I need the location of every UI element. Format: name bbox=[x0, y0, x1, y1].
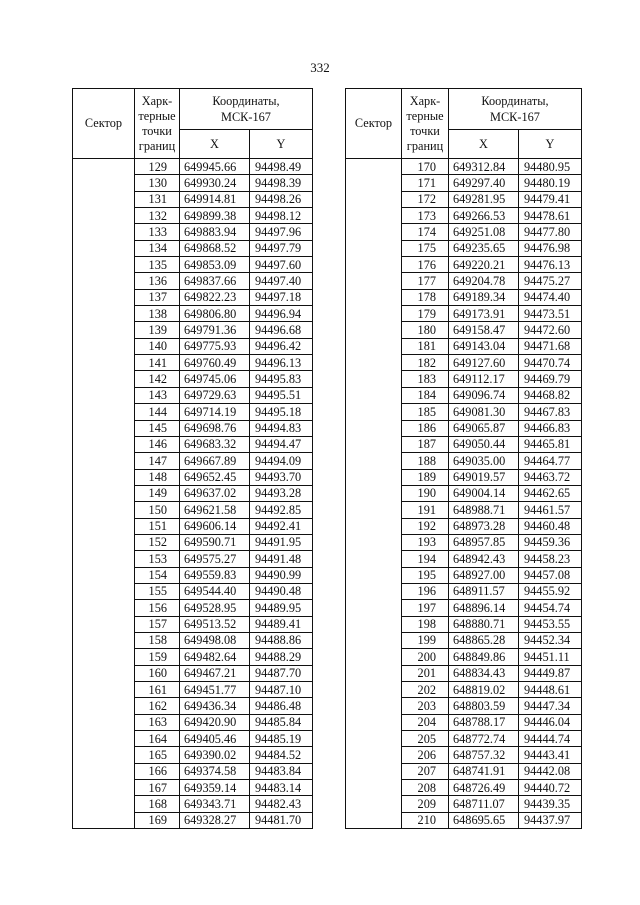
point-number-cell: 171 bbox=[402, 175, 449, 191]
y-coordinate-cell: 94487.10 bbox=[250, 682, 313, 698]
point-number-cell: 194 bbox=[402, 551, 449, 567]
point-number-cell: 138 bbox=[135, 306, 180, 322]
point-number-cell: 163 bbox=[135, 714, 180, 730]
y-coordinate-cell: 94464.77 bbox=[519, 453, 582, 469]
y-coordinate-cell: 94447.34 bbox=[519, 698, 582, 714]
sector-header: Сектор bbox=[73, 89, 135, 159]
y-coordinate-cell: 94460.48 bbox=[519, 518, 582, 534]
y-coordinate-cell: 94496.94 bbox=[250, 306, 313, 322]
y-coordinate-cell: 94454.74 bbox=[519, 600, 582, 616]
point-number-cell: 175 bbox=[402, 240, 449, 256]
x-coordinate-cell: 649667.89 bbox=[180, 453, 250, 469]
x-coordinate-cell: 649590.71 bbox=[180, 534, 250, 550]
point-number-cell: 169 bbox=[135, 812, 180, 828]
y-coordinate-cell: 94483.14 bbox=[250, 780, 313, 796]
x-coordinate-cell: 648911.57 bbox=[449, 583, 519, 599]
point-number-cell: 133 bbox=[135, 224, 180, 240]
x-coordinate-cell: 648726.49 bbox=[449, 780, 519, 796]
point-number-cell: 188 bbox=[402, 453, 449, 469]
x-coordinate-cell: 649096.74 bbox=[449, 387, 519, 403]
x-coordinate-cell: 649775.93 bbox=[180, 338, 250, 354]
x-coordinate-cell: 649528.95 bbox=[180, 600, 250, 616]
x-coordinate-cell: 648896.14 bbox=[449, 600, 519, 616]
x-coordinate-cell: 648942.43 bbox=[449, 551, 519, 567]
y-coordinate-cell: 94465.81 bbox=[519, 436, 582, 452]
point-number-cell: 158 bbox=[135, 632, 180, 648]
y-coordinate-cell: 94481.70 bbox=[250, 812, 313, 828]
sector-cell bbox=[73, 159, 135, 829]
y-coordinate-cell: 94476.98 bbox=[519, 240, 582, 256]
x-coordinate-cell: 648849.86 bbox=[449, 649, 519, 665]
x-coordinate-cell: 649883.94 bbox=[180, 224, 250, 240]
point-number-cell: 147 bbox=[135, 453, 180, 469]
x-coordinate-cell: 649698.76 bbox=[180, 420, 250, 436]
point-number-cell: 174 bbox=[402, 224, 449, 240]
x-coordinate-cell: 648927.00 bbox=[449, 567, 519, 583]
x-coordinate-cell: 649791.36 bbox=[180, 322, 250, 338]
point-number-cell: 210 bbox=[402, 812, 449, 828]
x-coordinate-cell: 649451.77 bbox=[180, 682, 250, 698]
y-coordinate-cell: 94453.55 bbox=[519, 616, 582, 632]
point-number-cell: 170 bbox=[402, 159, 449, 175]
y-coordinate-cell: 94497.60 bbox=[250, 257, 313, 273]
x-coordinate-cell: 649065.87 bbox=[449, 420, 519, 436]
x-coordinate-cell: 648803.59 bbox=[449, 698, 519, 714]
y-coordinate-cell: 94484.52 bbox=[250, 747, 313, 763]
y-coordinate-cell: 94461.57 bbox=[519, 502, 582, 518]
point-number-cell: 193 bbox=[402, 534, 449, 550]
y-coordinate-cell: 94496.42 bbox=[250, 338, 313, 354]
point-number-cell: 191 bbox=[402, 502, 449, 518]
y-coordinate-cell: 94452.34 bbox=[519, 632, 582, 648]
point-number-cell: 181 bbox=[402, 338, 449, 354]
y-coordinate-cell: 94462.65 bbox=[519, 485, 582, 501]
point-number-cell: 177 bbox=[402, 273, 449, 289]
x-coordinate-cell: 649729.63 bbox=[180, 387, 250, 403]
y-coordinate-cell: 94490.99 bbox=[250, 567, 313, 583]
y-coordinate-cell: 94490.48 bbox=[250, 583, 313, 599]
x-coordinate-cell: 649173.91 bbox=[449, 306, 519, 322]
y-header: Y bbox=[519, 130, 582, 159]
x-coordinate-cell: 648988.71 bbox=[449, 502, 519, 518]
point-number-cell: 145 bbox=[135, 420, 180, 436]
y-coordinate-cell: 94494.47 bbox=[250, 436, 313, 452]
y-coordinate-cell: 94498.49 bbox=[250, 159, 313, 175]
y-coordinate-cell: 94488.86 bbox=[250, 632, 313, 648]
table-body-left bbox=[73, 159, 313, 829]
point-number-cell: 204 bbox=[402, 714, 449, 730]
point-number-cell: 178 bbox=[402, 289, 449, 305]
x-coordinate-cell: 649498.08 bbox=[180, 632, 250, 648]
coordinates-header: Координаты, МСК-167 bbox=[449, 89, 582, 130]
x-coordinate-cell: 649914.81 bbox=[180, 191, 250, 207]
coordinates-table-right bbox=[345, 88, 582, 829]
x-coordinate-cell: 648834.43 bbox=[449, 665, 519, 681]
y-coordinate-cell: 94495.18 bbox=[250, 404, 313, 420]
point-number-cell: 148 bbox=[135, 469, 180, 485]
y-coordinate-cell: 94468.82 bbox=[519, 387, 582, 403]
point-number-cell: 166 bbox=[135, 763, 180, 779]
y-coordinate-cell: 94497.40 bbox=[250, 273, 313, 289]
y-coordinate-cell: 94495.83 bbox=[250, 371, 313, 387]
x-coordinate-cell: 649405.46 bbox=[180, 731, 250, 747]
x-coordinate-cell: 649559.83 bbox=[180, 567, 250, 583]
point-number-cell: 139 bbox=[135, 322, 180, 338]
point-number-cell: 143 bbox=[135, 387, 180, 403]
y-coordinate-cell: 94470.74 bbox=[519, 355, 582, 371]
y-coordinate-cell: 94488.29 bbox=[250, 649, 313, 665]
y-header: Y bbox=[250, 130, 313, 159]
x-coordinate-cell: 649899.38 bbox=[180, 208, 250, 224]
sector-header: Сектор bbox=[346, 89, 402, 159]
x-coordinate-cell: 649127.60 bbox=[449, 355, 519, 371]
x-coordinate-cell: 648880.71 bbox=[449, 616, 519, 632]
y-coordinate-cell: 94498.12 bbox=[250, 208, 313, 224]
y-coordinate-cell: 94469.79 bbox=[519, 371, 582, 387]
x-coordinate-cell: 649575.27 bbox=[180, 551, 250, 567]
y-coordinate-cell: 94491.95 bbox=[250, 534, 313, 550]
point-number-cell: 156 bbox=[135, 600, 180, 616]
point-number-cell: 192 bbox=[402, 518, 449, 534]
point-number-cell: 176 bbox=[402, 257, 449, 273]
x-coordinate-cell: 649081.30 bbox=[449, 404, 519, 420]
point-number-cell: 208 bbox=[402, 780, 449, 796]
x-coordinate-cell: 649328.27 bbox=[180, 812, 250, 828]
point-number-cell: 129 bbox=[135, 159, 180, 175]
point-number-cell: 135 bbox=[135, 257, 180, 273]
x-coordinate-cell: 649281.95 bbox=[449, 191, 519, 207]
y-coordinate-cell: 94458.23 bbox=[519, 551, 582, 567]
x-coordinate-cell: 649343.71 bbox=[180, 796, 250, 812]
x-coordinate-cell: 648819.02 bbox=[449, 682, 519, 698]
y-coordinate-cell: 94439.35 bbox=[519, 796, 582, 812]
page-number: 332 bbox=[310, 60, 330, 75]
y-coordinate-cell: 94479.41 bbox=[519, 191, 582, 207]
point-number-cell: 202 bbox=[402, 682, 449, 698]
point-number-cell: 187 bbox=[402, 436, 449, 452]
y-coordinate-cell: 94485.19 bbox=[250, 731, 313, 747]
point-number-cell: 179 bbox=[402, 306, 449, 322]
coordinates-table-left bbox=[72, 88, 313, 829]
point-number-cell: 155 bbox=[135, 583, 180, 599]
point-number-cell: 141 bbox=[135, 355, 180, 371]
point-number-cell: 150 bbox=[135, 502, 180, 518]
point-number-cell: 165 bbox=[135, 747, 180, 763]
y-coordinate-cell: 94494.09 bbox=[250, 453, 313, 469]
y-coordinate-cell: 94485.84 bbox=[250, 714, 313, 730]
point-number-cell: 189 bbox=[402, 469, 449, 485]
point-number-cell: 183 bbox=[402, 371, 449, 387]
point-number-cell: 167 bbox=[135, 780, 180, 796]
y-coordinate-cell: 94477.80 bbox=[519, 224, 582, 240]
x-coordinate-cell: 649637.02 bbox=[180, 485, 250, 501]
x-coordinate-cell: 649035.00 bbox=[449, 453, 519, 469]
x-coordinate-cell: 649143.04 bbox=[449, 338, 519, 354]
y-coordinate-cell: 94493.28 bbox=[250, 485, 313, 501]
y-coordinate-cell: 94457.08 bbox=[519, 567, 582, 583]
table-row bbox=[346, 159, 582, 175]
points-header: Харк- терные точки границ bbox=[135, 89, 180, 159]
point-number-cell: 180 bbox=[402, 322, 449, 338]
x-coordinate-cell: 648711.07 bbox=[449, 796, 519, 812]
point-number-cell: 153 bbox=[135, 551, 180, 567]
y-coordinate-cell: 94478.61 bbox=[519, 208, 582, 224]
point-number-cell: 207 bbox=[402, 763, 449, 779]
point-number-cell: 130 bbox=[135, 175, 180, 191]
point-number-cell: 131 bbox=[135, 191, 180, 207]
y-coordinate-cell: 94496.68 bbox=[250, 322, 313, 338]
y-coordinate-cell: 94489.95 bbox=[250, 600, 313, 616]
y-coordinate-cell: 94467.83 bbox=[519, 404, 582, 420]
point-number-cell: 206 bbox=[402, 747, 449, 763]
x-coordinate-cell: 649374.58 bbox=[180, 763, 250, 779]
y-coordinate-cell: 94497.96 bbox=[250, 224, 313, 240]
point-number-cell: 136 bbox=[135, 273, 180, 289]
y-coordinate-cell: 94466.83 bbox=[519, 420, 582, 436]
y-coordinate-cell: 94483.84 bbox=[250, 763, 313, 779]
point-number-cell: 134 bbox=[135, 240, 180, 256]
y-coordinate-cell: 94463.72 bbox=[519, 469, 582, 485]
x-coordinate-cell: 649297.40 bbox=[449, 175, 519, 191]
y-coordinate-cell: 94451.11 bbox=[519, 649, 582, 665]
x-coordinate-cell: 649019.57 bbox=[449, 469, 519, 485]
x-coordinate-cell: 649189.34 bbox=[449, 289, 519, 305]
point-number-cell: 200 bbox=[402, 649, 449, 665]
point-number-cell: 185 bbox=[402, 404, 449, 420]
y-coordinate-cell: 94498.39 bbox=[250, 175, 313, 191]
point-number-cell: 198 bbox=[402, 616, 449, 632]
point-number-cell: 172 bbox=[402, 191, 449, 207]
y-coordinate-cell: 94442.08 bbox=[519, 763, 582, 779]
x-coordinate-cell: 649683.32 bbox=[180, 436, 250, 452]
x-coordinate-cell: 649760.49 bbox=[180, 355, 250, 371]
point-number-cell: 132 bbox=[135, 208, 180, 224]
y-coordinate-cell: 94492.85 bbox=[250, 502, 313, 518]
y-coordinate-cell: 94474.40 bbox=[519, 289, 582, 305]
y-coordinate-cell: 94448.61 bbox=[519, 682, 582, 698]
point-number-cell: 199 bbox=[402, 632, 449, 648]
y-coordinate-cell: 94491.48 bbox=[250, 551, 313, 567]
x-coordinate-cell: 649359.14 bbox=[180, 780, 250, 796]
x-coordinate-cell: 648695.65 bbox=[449, 812, 519, 828]
sector-cell bbox=[346, 159, 402, 829]
x-coordinate-cell: 649652.45 bbox=[180, 469, 250, 485]
point-number-cell: 201 bbox=[402, 665, 449, 681]
point-number-cell: 209 bbox=[402, 796, 449, 812]
point-number-cell: 205 bbox=[402, 731, 449, 747]
table-row bbox=[73, 159, 313, 175]
x-coordinate-cell: 649158.47 bbox=[449, 322, 519, 338]
x-coordinate-cell: 648741.91 bbox=[449, 763, 519, 779]
table-body-right bbox=[346, 159, 582, 829]
x-coordinate-cell: 649853.09 bbox=[180, 257, 250, 273]
y-coordinate-cell: 94475.27 bbox=[519, 273, 582, 289]
y-coordinate-cell: 94449.87 bbox=[519, 665, 582, 681]
point-number-cell: 142 bbox=[135, 371, 180, 387]
point-number-cell: 173 bbox=[402, 208, 449, 224]
point-number-cell: 186 bbox=[402, 420, 449, 436]
x-header: X bbox=[449, 130, 519, 159]
point-number-cell: 203 bbox=[402, 698, 449, 714]
y-coordinate-cell: 94437.97 bbox=[519, 812, 582, 828]
point-number-cell: 195 bbox=[402, 567, 449, 583]
points-header: Харк- терные точки границ bbox=[402, 89, 449, 159]
x-coordinate-cell: 649390.02 bbox=[180, 747, 250, 763]
y-coordinate-cell: 94495.51 bbox=[250, 387, 313, 403]
y-coordinate-cell: 94480.19 bbox=[519, 175, 582, 191]
point-number-cell: 137 bbox=[135, 289, 180, 305]
point-number-cell: 168 bbox=[135, 796, 180, 812]
x-coordinate-cell: 648757.32 bbox=[449, 747, 519, 763]
y-coordinate-cell: 94497.18 bbox=[250, 289, 313, 305]
point-number-cell: 151 bbox=[135, 518, 180, 534]
y-coordinate-cell: 94455.92 bbox=[519, 583, 582, 599]
y-coordinate-cell: 94443.41 bbox=[519, 747, 582, 763]
x-coordinate-cell: 649745.06 bbox=[180, 371, 250, 387]
point-number-cell: 159 bbox=[135, 649, 180, 665]
y-coordinate-cell: 94446.04 bbox=[519, 714, 582, 730]
point-number-cell: 164 bbox=[135, 731, 180, 747]
y-coordinate-cell: 94498.26 bbox=[250, 191, 313, 207]
x-coordinate-cell: 649606.14 bbox=[180, 518, 250, 534]
x-coordinate-cell: 649204.78 bbox=[449, 273, 519, 289]
x-coordinate-cell: 649945.66 bbox=[180, 159, 250, 175]
point-number-cell: 160 bbox=[135, 665, 180, 681]
point-number-cell: 161 bbox=[135, 682, 180, 698]
y-coordinate-cell: 94494.83 bbox=[250, 420, 313, 436]
x-coordinate-cell: 649544.40 bbox=[180, 583, 250, 599]
x-coordinate-cell: 648973.28 bbox=[449, 518, 519, 534]
coordinates-header: Координаты, МСК-167 bbox=[180, 89, 313, 130]
point-number-cell: 196 bbox=[402, 583, 449, 599]
x-coordinate-cell: 649235.65 bbox=[449, 240, 519, 256]
x-coordinate-cell: 649312.84 bbox=[449, 159, 519, 175]
point-number-cell: 190 bbox=[402, 485, 449, 501]
x-coordinate-cell: 648865.28 bbox=[449, 632, 519, 648]
point-number-cell: 157 bbox=[135, 616, 180, 632]
point-number-cell: 149 bbox=[135, 485, 180, 501]
x-coordinate-cell: 649112.17 bbox=[449, 371, 519, 387]
y-coordinate-cell: 94489.41 bbox=[250, 616, 313, 632]
y-coordinate-cell: 94476.13 bbox=[519, 257, 582, 273]
y-coordinate-cell: 94440.72 bbox=[519, 780, 582, 796]
point-number-cell: 152 bbox=[135, 534, 180, 550]
x-coordinate-cell: 649420.90 bbox=[180, 714, 250, 730]
point-number-cell: 182 bbox=[402, 355, 449, 371]
x-coordinate-cell: 649837.66 bbox=[180, 273, 250, 289]
y-coordinate-cell: 94486.48 bbox=[250, 698, 313, 714]
x-coordinate-cell: 649050.44 bbox=[449, 436, 519, 452]
x-coordinate-cell: 649436.34 bbox=[180, 698, 250, 714]
y-coordinate-cell: 94497.79 bbox=[250, 240, 313, 256]
x-coordinate-cell: 648788.17 bbox=[449, 714, 519, 730]
point-number-cell: 154 bbox=[135, 567, 180, 583]
x-coordinate-cell: 649220.21 bbox=[449, 257, 519, 273]
y-coordinate-cell: 94459.36 bbox=[519, 534, 582, 550]
y-coordinate-cell: 94487.70 bbox=[250, 665, 313, 681]
x-coordinate-cell: 649930.24 bbox=[180, 175, 250, 191]
x-coordinate-cell: 648957.85 bbox=[449, 534, 519, 550]
x-header: X bbox=[180, 130, 250, 159]
y-coordinate-cell: 94493.70 bbox=[250, 469, 313, 485]
point-number-cell: 144 bbox=[135, 404, 180, 420]
y-coordinate-cell: 94473.51 bbox=[519, 306, 582, 322]
x-coordinate-cell: 649482.64 bbox=[180, 649, 250, 665]
point-number-cell: 197 bbox=[402, 600, 449, 616]
point-number-cell: 140 bbox=[135, 338, 180, 354]
x-coordinate-cell: 649806.80 bbox=[180, 306, 250, 322]
x-coordinate-cell: 649266.53 bbox=[449, 208, 519, 224]
x-coordinate-cell: 649714.19 bbox=[180, 404, 250, 420]
x-coordinate-cell: 649868.52 bbox=[180, 240, 250, 256]
y-coordinate-cell: 94492.41 bbox=[250, 518, 313, 534]
x-coordinate-cell: 649822.23 bbox=[180, 289, 250, 305]
x-coordinate-cell: 649467.21 bbox=[180, 665, 250, 681]
y-coordinate-cell: 94472.60 bbox=[519, 322, 582, 338]
y-coordinate-cell: 94471.68 bbox=[519, 338, 582, 354]
y-coordinate-cell: 94444.74 bbox=[519, 731, 582, 747]
point-number-cell: 146 bbox=[135, 436, 180, 452]
x-coordinate-cell: 649513.52 bbox=[180, 616, 250, 632]
point-number-cell: 162 bbox=[135, 698, 180, 714]
x-coordinate-cell: 649004.14 bbox=[449, 485, 519, 501]
y-coordinate-cell: 94482.43 bbox=[250, 796, 313, 812]
x-coordinate-cell: 649251.08 bbox=[449, 224, 519, 240]
y-coordinate-cell: 94480.95 bbox=[519, 159, 582, 175]
point-number-cell: 184 bbox=[402, 387, 449, 403]
x-coordinate-cell: 648772.74 bbox=[449, 731, 519, 747]
y-coordinate-cell: 94496.13 bbox=[250, 355, 313, 371]
x-coordinate-cell: 649621.58 bbox=[180, 502, 250, 518]
